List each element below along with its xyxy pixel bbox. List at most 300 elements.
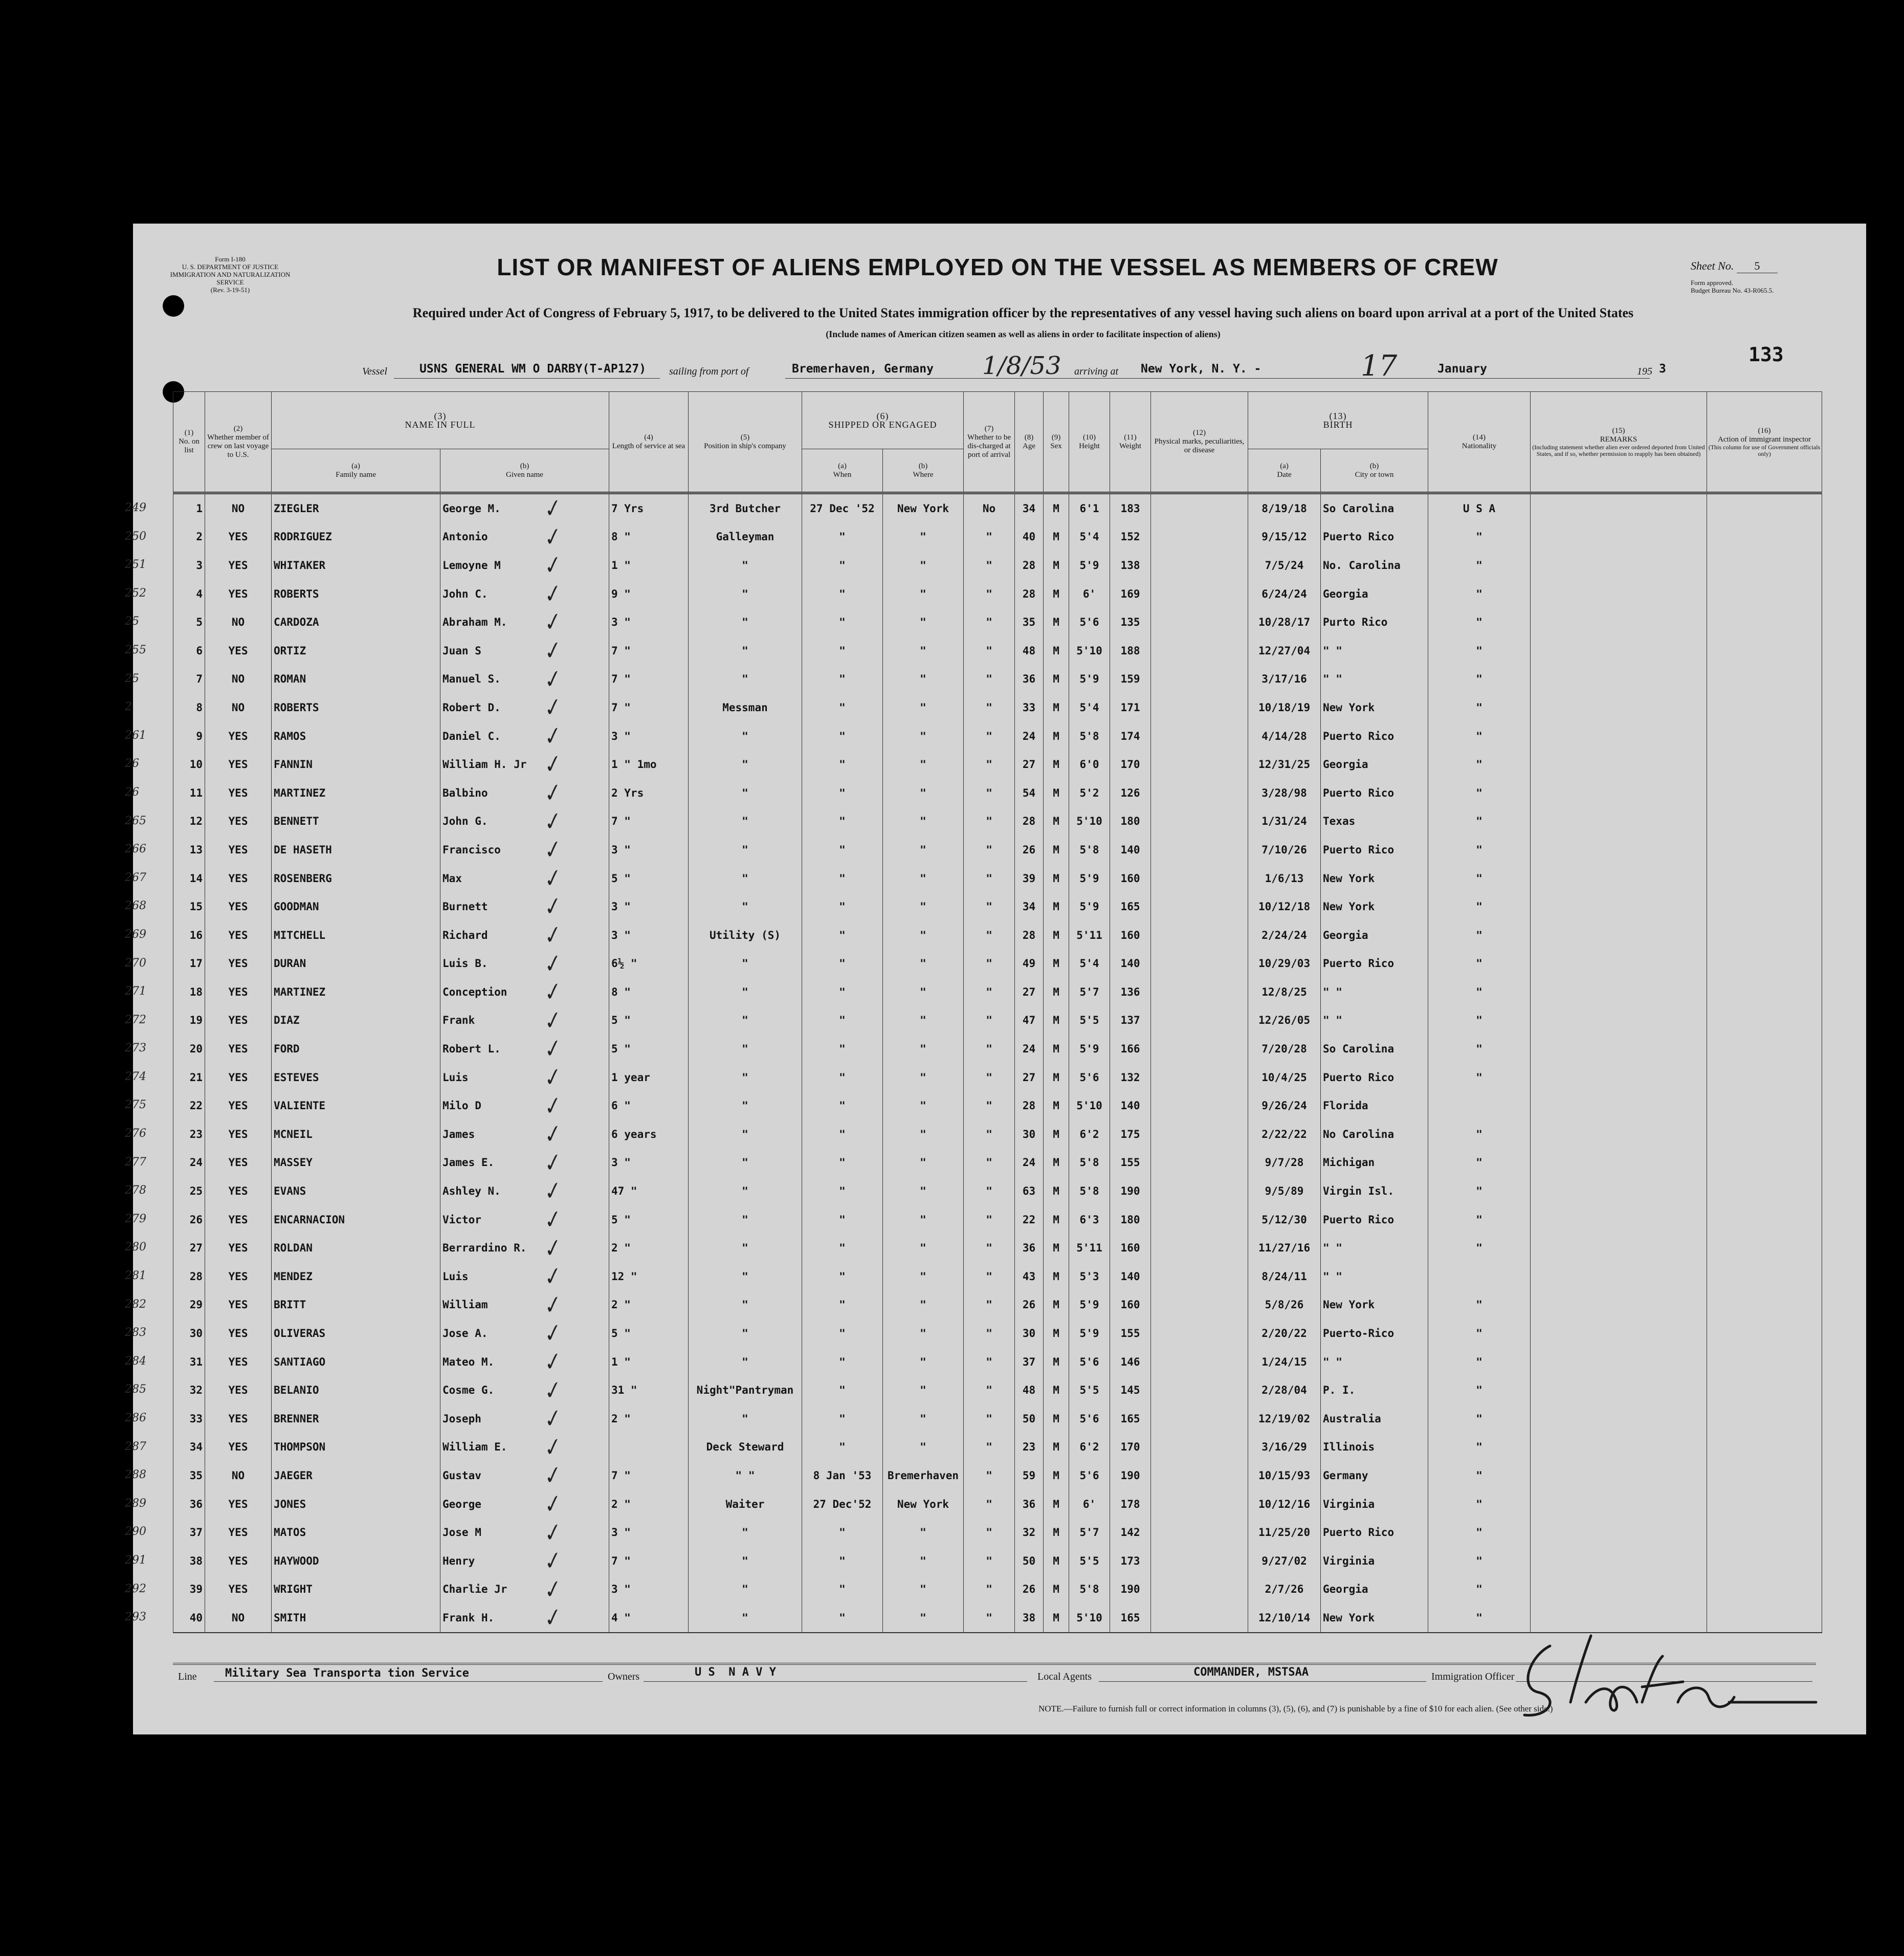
position-cell: " xyxy=(689,636,802,665)
list-number-value: 13 xyxy=(189,843,203,856)
physical-marks-cell xyxy=(1151,864,1248,893)
position-cell: " xyxy=(689,1006,802,1035)
age-cell: 24 xyxy=(1015,1149,1044,1177)
handwritten-sequence-number: 266 xyxy=(125,843,146,856)
age-cell: 40 xyxy=(1015,523,1044,552)
remarks-cell xyxy=(1531,1518,1707,1547)
list-number-value: 30 xyxy=(189,1327,203,1340)
year-suffix: 3 xyxy=(1659,362,1666,376)
handwritten-sequence-number: 251 xyxy=(125,558,146,572)
birth-date-cell: 3/28/98 xyxy=(1248,779,1321,807)
family-name-cell: MENDEZ xyxy=(272,1262,440,1291)
tally-check-mark: ✓ xyxy=(538,1603,564,1633)
list-number-cell xyxy=(125,836,205,864)
sex-cell: M xyxy=(1044,551,1069,580)
weight-cell: 166 xyxy=(1110,1035,1151,1063)
include-note: (Include names of American citizen seamen as well as aliens in order to facilitate inspection of aliens) xyxy=(826,329,1221,339)
form-revision: (Rev. 3-19-51) xyxy=(210,286,250,294)
document-title: LIST OR MANIFEST OF ALIENS EMPLOYED ON THE VESSEL AS MEMBERS OF CREW xyxy=(497,254,1498,280)
header-position xyxy=(689,392,802,493)
length-of-service-cell: 1 year xyxy=(609,1063,689,1092)
list-number-cell xyxy=(125,779,205,807)
given-name-cell: Joseph xyxy=(440,1404,609,1433)
shipped-where-cell: " xyxy=(883,1035,964,1063)
list-number-cell xyxy=(125,580,205,608)
list-number-cell xyxy=(125,1291,205,1320)
list-number-value: 35 xyxy=(189,1469,203,1482)
shipped-when-cell: " xyxy=(802,722,883,751)
birth-city-cell: Puerto-Rico xyxy=(1321,1319,1428,1348)
list-number-cell xyxy=(125,636,205,665)
shipped-when-cell: " xyxy=(802,1404,883,1433)
position-cell: " xyxy=(689,665,802,694)
position-cell: Waiter xyxy=(689,1490,802,1519)
table-row xyxy=(173,693,1822,722)
physical-marks-cell xyxy=(1151,1490,1248,1519)
col-subtext: (This column for use of Government officials only) xyxy=(1708,443,1821,457)
family-name-cell: BRENNER xyxy=(272,1404,440,1433)
given-name-cell: William E. xyxy=(440,1433,609,1462)
shipped-where-cell: " xyxy=(883,1291,964,1320)
physical-marks-cell xyxy=(1151,779,1248,807)
family-name-cell: FORD xyxy=(272,1035,440,1063)
tally-check-mark: ✓ xyxy=(538,693,564,723)
height-cell: 5'10 xyxy=(1069,636,1110,665)
shipped-when-cell: " xyxy=(802,1149,883,1177)
discharge-cell: No xyxy=(964,493,1015,523)
shipped-when-cell: " xyxy=(802,864,883,893)
inspector-action-cell xyxy=(1707,1177,1822,1205)
given-name-cell: Jose A. xyxy=(440,1319,609,1348)
list-number-cell xyxy=(125,1035,205,1063)
weight-cell: 140 xyxy=(1110,836,1151,864)
inspector-action-cell xyxy=(1707,1319,1822,1348)
birth-city-cell: New York xyxy=(1321,1291,1428,1320)
position-cell: " xyxy=(689,608,802,636)
physical-marks-cell xyxy=(1151,836,1248,864)
inspector-action-cell xyxy=(1707,1234,1822,1262)
table-row xyxy=(173,580,1822,608)
birth-city-cell: Puerto Rico xyxy=(1321,779,1428,807)
nationality-cell: " xyxy=(1428,1376,1531,1404)
birth-city-cell: Puerto Rico xyxy=(1321,1063,1428,1092)
list-number-cell xyxy=(125,1091,205,1120)
shipped-where-cell: " xyxy=(883,636,964,665)
nationality-cell: " xyxy=(1428,1006,1531,1035)
length-of-service-cell: 7 " xyxy=(609,665,689,694)
position-cell: Utility (S) xyxy=(689,921,802,950)
remarks-cell xyxy=(1531,1575,1707,1604)
handwritten-sequence-number: 268 xyxy=(125,899,146,913)
shipped-where-cell: " xyxy=(883,921,964,950)
col-num: (13) xyxy=(1329,410,1347,421)
handwritten-sequence-number: 289 xyxy=(125,1497,146,1510)
given-name-cell: Daniel C. xyxy=(440,722,609,751)
table-row xyxy=(173,1262,1822,1291)
arrival-port: New York, N. Y. - xyxy=(1141,362,1261,376)
col-num: (4) xyxy=(644,433,653,442)
inspector-action-cell xyxy=(1707,551,1822,580)
position-cell: Messman xyxy=(689,693,802,722)
crew-manifest-table xyxy=(125,391,1822,1633)
nationality-cell: " xyxy=(1428,921,1531,950)
nationality-cell: " xyxy=(1428,1490,1531,1519)
remarks-cell xyxy=(1531,493,1707,523)
remarks-cell xyxy=(1531,580,1707,608)
nationality-cell: " xyxy=(1428,807,1531,836)
height-cell: 5'8 xyxy=(1069,1575,1110,1604)
height-cell: 5'11 xyxy=(1069,1234,1110,1262)
family-name-cell: RAMOS xyxy=(272,722,440,751)
position-cell: " xyxy=(689,1120,802,1149)
col-num: (2) xyxy=(233,424,243,433)
remarks-cell xyxy=(1531,1404,1707,1433)
birth-date-cell: 8/19/18 xyxy=(1248,493,1321,523)
nationality-cell: " xyxy=(1428,1603,1531,1633)
header-remarks xyxy=(1531,392,1707,493)
nationality-cell: " xyxy=(1428,1518,1531,1547)
col-num: (10) xyxy=(1083,433,1096,442)
discharge-cell: " xyxy=(964,950,1015,978)
col-text: Whether to be dis-charged at port of arrival xyxy=(967,433,1011,459)
inspector-action-cell xyxy=(1707,523,1822,552)
nationality-cell: " xyxy=(1428,1547,1531,1575)
list-number-cell xyxy=(125,1348,205,1376)
physical-marks-cell xyxy=(1151,1433,1248,1462)
position-cell: " xyxy=(689,864,802,893)
discharge-cell: " xyxy=(964,722,1015,751)
col-num: (9) xyxy=(1051,433,1061,442)
sex-cell: M xyxy=(1044,580,1069,608)
height-cell: 5'5 xyxy=(1069,1006,1110,1035)
shipped-when-cell: " xyxy=(802,892,883,921)
given-name-cell: Gustav xyxy=(440,1461,609,1490)
previous-voyage-cell: YES xyxy=(205,1149,272,1177)
tally-check-mark: ✓ xyxy=(538,1461,564,1491)
shipped-where-cell: " xyxy=(883,750,964,779)
given-name-cell: Frank H. xyxy=(440,1603,609,1633)
header-birth-city xyxy=(1321,449,1428,493)
col-num: (b) xyxy=(918,461,928,470)
previous-voyage-cell: YES xyxy=(205,1291,272,1320)
height-cell: 5'5 xyxy=(1069,1376,1110,1404)
tally-check-mark: ✓ xyxy=(538,892,564,922)
remarks-cell xyxy=(1531,1149,1707,1177)
col-text: When xyxy=(833,470,852,479)
given-name-cell: James E. xyxy=(440,1149,609,1177)
shipped-when-cell: " xyxy=(802,693,883,722)
family-name-cell: SANTIAGO xyxy=(272,1348,440,1376)
physical-marks-cell xyxy=(1151,1120,1248,1149)
table-row xyxy=(173,1091,1822,1120)
list-number-cell xyxy=(125,493,205,523)
shipped-where-cell: " xyxy=(883,1575,964,1604)
length-of-service-cell: 2 Yrs xyxy=(609,779,689,807)
handwritten-sequence-number: 267 xyxy=(125,871,146,884)
handwritten-sequence-number: 293 xyxy=(125,1611,146,1624)
weight-cell: 174 xyxy=(1110,722,1151,751)
age-cell: 37 xyxy=(1015,1348,1044,1376)
shipped-where-cell: " xyxy=(883,950,964,978)
given-name-cell: Luis xyxy=(440,1262,609,1291)
physical-marks-cell xyxy=(1151,1205,1248,1234)
inspector-action-cell xyxy=(1707,665,1822,694)
handwritten-sequence-number: 271 xyxy=(125,985,146,998)
list-number-cell xyxy=(125,1205,205,1234)
nationality-cell: " xyxy=(1428,892,1531,921)
previous-voyage-cell: YES xyxy=(205,978,272,1006)
shipped-where-cell: " xyxy=(883,1120,964,1149)
physical-marks-cell xyxy=(1151,493,1248,523)
position-cell: " xyxy=(689,1547,802,1575)
physical-marks-cell xyxy=(1151,1575,1248,1604)
birth-city-cell: Georgia xyxy=(1321,750,1428,779)
tally-check-mark: ✓ xyxy=(538,1575,564,1605)
shipped-where-cell: " xyxy=(883,1091,964,1120)
length-of-service-cell: 3 " xyxy=(609,921,689,950)
height-cell: 5'10 xyxy=(1069,807,1110,836)
list-number-cell xyxy=(125,1234,205,1262)
year-prefix: 195 xyxy=(1637,366,1652,377)
height-cell: 5'10 xyxy=(1069,1603,1110,1633)
table-row xyxy=(173,1348,1822,1376)
shipped-when-cell: " xyxy=(802,1120,883,1149)
age-cell: 26 xyxy=(1015,1291,1044,1320)
weight-cell: 136 xyxy=(1110,978,1151,1006)
birth-date-cell: 1/6/13 xyxy=(1248,864,1321,893)
vessel-label: Vessel xyxy=(362,366,387,377)
table-row xyxy=(173,750,1822,779)
list-number-cell xyxy=(125,1490,205,1519)
age-cell: 28 xyxy=(1015,921,1044,950)
weight-cell: 159 xyxy=(1110,665,1151,694)
sex-cell: M xyxy=(1044,523,1069,552)
list-number-value: 3 xyxy=(196,559,203,572)
list-number-cell xyxy=(125,1120,205,1149)
list-number-value: 27 xyxy=(189,1242,203,1255)
inspector-action-cell xyxy=(1707,950,1822,978)
vessel-owners: U S N A V Y xyxy=(695,1666,776,1679)
list-number-value: 9 xyxy=(196,730,203,742)
age-cell: 24 xyxy=(1015,1035,1044,1063)
sex-cell: M xyxy=(1044,493,1069,523)
shipped-when-cell: " xyxy=(802,1603,883,1633)
remarks-cell xyxy=(1531,551,1707,580)
given-name-cell: Burnett xyxy=(440,892,609,921)
list-number-cell xyxy=(125,1376,205,1404)
previous-voyage-cell: YES xyxy=(205,1063,272,1092)
length-of-service-cell: 7 " xyxy=(609,1461,689,1490)
tally-check-mark: ✓ xyxy=(538,665,564,695)
inspector-action-cell xyxy=(1707,1205,1822,1234)
sex-cell: M xyxy=(1044,1518,1069,1547)
length-of-service-cell: 7 " xyxy=(609,636,689,665)
height-cell: 5'11 xyxy=(1069,921,1110,950)
discharge-cell: " xyxy=(964,1177,1015,1205)
height-cell: 5'6 xyxy=(1069,1461,1110,1490)
handwritten-sequence-number: 292 xyxy=(125,1582,146,1595)
length-of-service-cell: 1 " 1mo xyxy=(609,750,689,779)
list-number-value: 24 xyxy=(189,1156,203,1169)
given-name-cell: Henry xyxy=(440,1547,609,1575)
col-text: Length of service at sea xyxy=(612,442,685,450)
nationality-cell: " xyxy=(1428,1177,1531,1205)
given-name-cell: Robert D. xyxy=(440,693,609,722)
discharge-cell: " xyxy=(964,1006,1015,1035)
age-cell: 22 xyxy=(1015,1205,1044,1234)
tally-check-mark: ✓ xyxy=(538,1489,564,1520)
shipped-when-cell: " xyxy=(802,1547,883,1575)
header-inspector-action xyxy=(1707,392,1822,493)
table-row xyxy=(173,836,1822,864)
weight-cell: 190 xyxy=(1110,1575,1151,1604)
col-text: Position in ship's company xyxy=(704,442,786,450)
birth-city-cell: Australia xyxy=(1321,1404,1428,1433)
handwritten-sequence-number: 255 xyxy=(125,643,146,656)
weight-cell: 155 xyxy=(1110,1149,1151,1177)
list-number-cell xyxy=(125,1603,205,1633)
birth-date-cell: 12/19/02 xyxy=(1248,1404,1321,1433)
remarks-cell xyxy=(1531,693,1707,722)
birth-city-cell: Germany xyxy=(1321,1461,1428,1490)
birth-date-cell: 9/26/24 xyxy=(1248,1091,1321,1120)
sex-cell: M xyxy=(1044,1291,1069,1320)
discharge-cell: " xyxy=(964,1461,1015,1490)
handwritten-sequence-number: 269 xyxy=(125,928,146,941)
age-cell: 59 xyxy=(1015,1461,1044,1490)
given-name-cell: Frank xyxy=(440,1006,609,1035)
family-name-cell: MASSEY xyxy=(272,1149,440,1177)
weight-cell: 152 xyxy=(1110,523,1151,552)
sex-cell: M xyxy=(1044,1091,1069,1120)
previous-voyage-cell: YES xyxy=(205,1433,272,1462)
inspector-action-cell xyxy=(1707,1063,1822,1092)
sheet-number-value: 5 xyxy=(1737,259,1778,273)
physical-marks-cell xyxy=(1151,1035,1248,1063)
sex-cell: M xyxy=(1044,807,1069,836)
col-num: (1) xyxy=(184,429,194,437)
handwritten-sequence-number: 276 xyxy=(125,1127,146,1140)
age-cell: 28 xyxy=(1015,1091,1044,1120)
inspector-action-cell xyxy=(1707,1091,1822,1120)
sheet-number xyxy=(1691,259,1778,273)
list-number-value: 18 xyxy=(189,985,203,998)
birth-date-cell: 11/25/20 xyxy=(1248,1518,1321,1547)
family-name-cell: ESTEVES xyxy=(272,1063,440,1092)
remarks-cell xyxy=(1531,1433,1707,1462)
col-text: Weight xyxy=(1119,442,1141,450)
family-name-cell: JONES xyxy=(272,1490,440,1519)
shipped-when-cell: " xyxy=(802,608,883,636)
previous-voyage-cell: YES xyxy=(205,1319,272,1348)
birth-date-cell: 10/15/93 xyxy=(1248,1461,1321,1490)
list-number-cell xyxy=(125,1262,205,1291)
birth-city-cell: Puerto Rico xyxy=(1321,523,1428,552)
remarks-cell xyxy=(1531,1291,1707,1320)
birth-date-cell: 3/16/29 xyxy=(1248,1433,1321,1462)
table-row xyxy=(173,1205,1822,1234)
shipped-where-cell: " xyxy=(883,864,964,893)
birth-city-cell: Puerto Rico xyxy=(1321,836,1428,864)
given-name-cell: John C. xyxy=(440,580,609,608)
family-name-cell: FANNIN xyxy=(272,750,440,779)
col-num: (12) xyxy=(1193,429,1206,437)
previous-voyage-cell: YES xyxy=(205,1404,272,1433)
age-cell: 50 xyxy=(1015,1547,1044,1575)
table-row xyxy=(173,1177,1822,1205)
col-text: Given name xyxy=(506,470,543,479)
sex-cell: M xyxy=(1044,1177,1069,1205)
list-number-value: 22 xyxy=(189,1100,203,1112)
sex-cell: M xyxy=(1044,1120,1069,1149)
age-cell: 28 xyxy=(1015,807,1044,836)
discharge-cell: " xyxy=(964,864,1015,893)
age-cell: 28 xyxy=(1015,551,1044,580)
length-of-service-cell: 6 years xyxy=(609,1120,689,1149)
list-number-value: 14 xyxy=(189,872,203,885)
birth-date-cell: 12/26/05 xyxy=(1248,1006,1321,1035)
given-name-cell: Luis B. xyxy=(440,950,609,978)
sex-cell: M xyxy=(1044,1376,1069,1404)
inspector-action-cell xyxy=(1707,1518,1822,1547)
sex-cell: M xyxy=(1044,1205,1069,1234)
age-cell: 47 xyxy=(1015,1006,1044,1035)
list-number-value: 11 xyxy=(189,786,203,799)
header-discharge xyxy=(964,392,1015,493)
length-of-service-cell: 2 " xyxy=(609,1291,689,1320)
header-age xyxy=(1015,392,1044,493)
shipped-where-cell: " xyxy=(883,978,964,1006)
handwritten-sequence-number: 278 xyxy=(125,1184,146,1197)
handwritten-sequence-number: 282 xyxy=(125,1298,146,1311)
position-cell: " xyxy=(689,1518,802,1547)
col-text: REMARKS xyxy=(1600,435,1637,444)
discharge-cell: " xyxy=(964,551,1015,580)
remarks-cell xyxy=(1531,665,1707,694)
length-of-service-cell: 5 " xyxy=(609,1205,689,1234)
previous-voyage-cell: YES xyxy=(205,921,272,950)
given-name-cell: Juan S xyxy=(440,636,609,665)
nationality-cell: " xyxy=(1428,1035,1531,1063)
birth-date-cell: 9/5/89 xyxy=(1248,1177,1321,1205)
height-cell: 5'5 xyxy=(1069,1547,1110,1575)
birth-date-cell: 9/15/12 xyxy=(1248,523,1321,552)
handwritten-sequence-number: 287 xyxy=(125,1440,146,1453)
age-cell: 48 xyxy=(1015,1376,1044,1404)
header-height xyxy=(1069,392,1110,493)
header-previous-voyage xyxy=(205,392,272,493)
age-cell: 36 xyxy=(1015,1490,1044,1519)
list-number-cell xyxy=(125,1149,205,1177)
family-name-cell: CARDOZA xyxy=(272,608,440,636)
remarks-cell xyxy=(1531,1091,1707,1120)
given-name-cell: Jose M xyxy=(440,1518,609,1547)
sex-cell: M xyxy=(1044,1404,1069,1433)
header-weight xyxy=(1110,392,1151,493)
physical-marks-cell xyxy=(1151,1376,1248,1404)
length-of-service-cell: 31 " xyxy=(609,1376,689,1404)
birth-city-cell: Texas xyxy=(1321,807,1428,836)
handwritten-sequence-number: 25 xyxy=(125,615,139,628)
tally-check-mark: ✓ xyxy=(538,1262,564,1292)
weight-cell: 170 xyxy=(1110,750,1151,779)
height-cell: 5'6 xyxy=(1069,1063,1110,1092)
shipped-when-cell: " xyxy=(802,1006,883,1035)
shipped-when-cell: 27 Dec'52 xyxy=(802,1490,883,1519)
remarks-cell xyxy=(1531,1490,1707,1519)
table-row xyxy=(173,1149,1822,1177)
previous-voyage-cell: NO xyxy=(205,1603,272,1633)
